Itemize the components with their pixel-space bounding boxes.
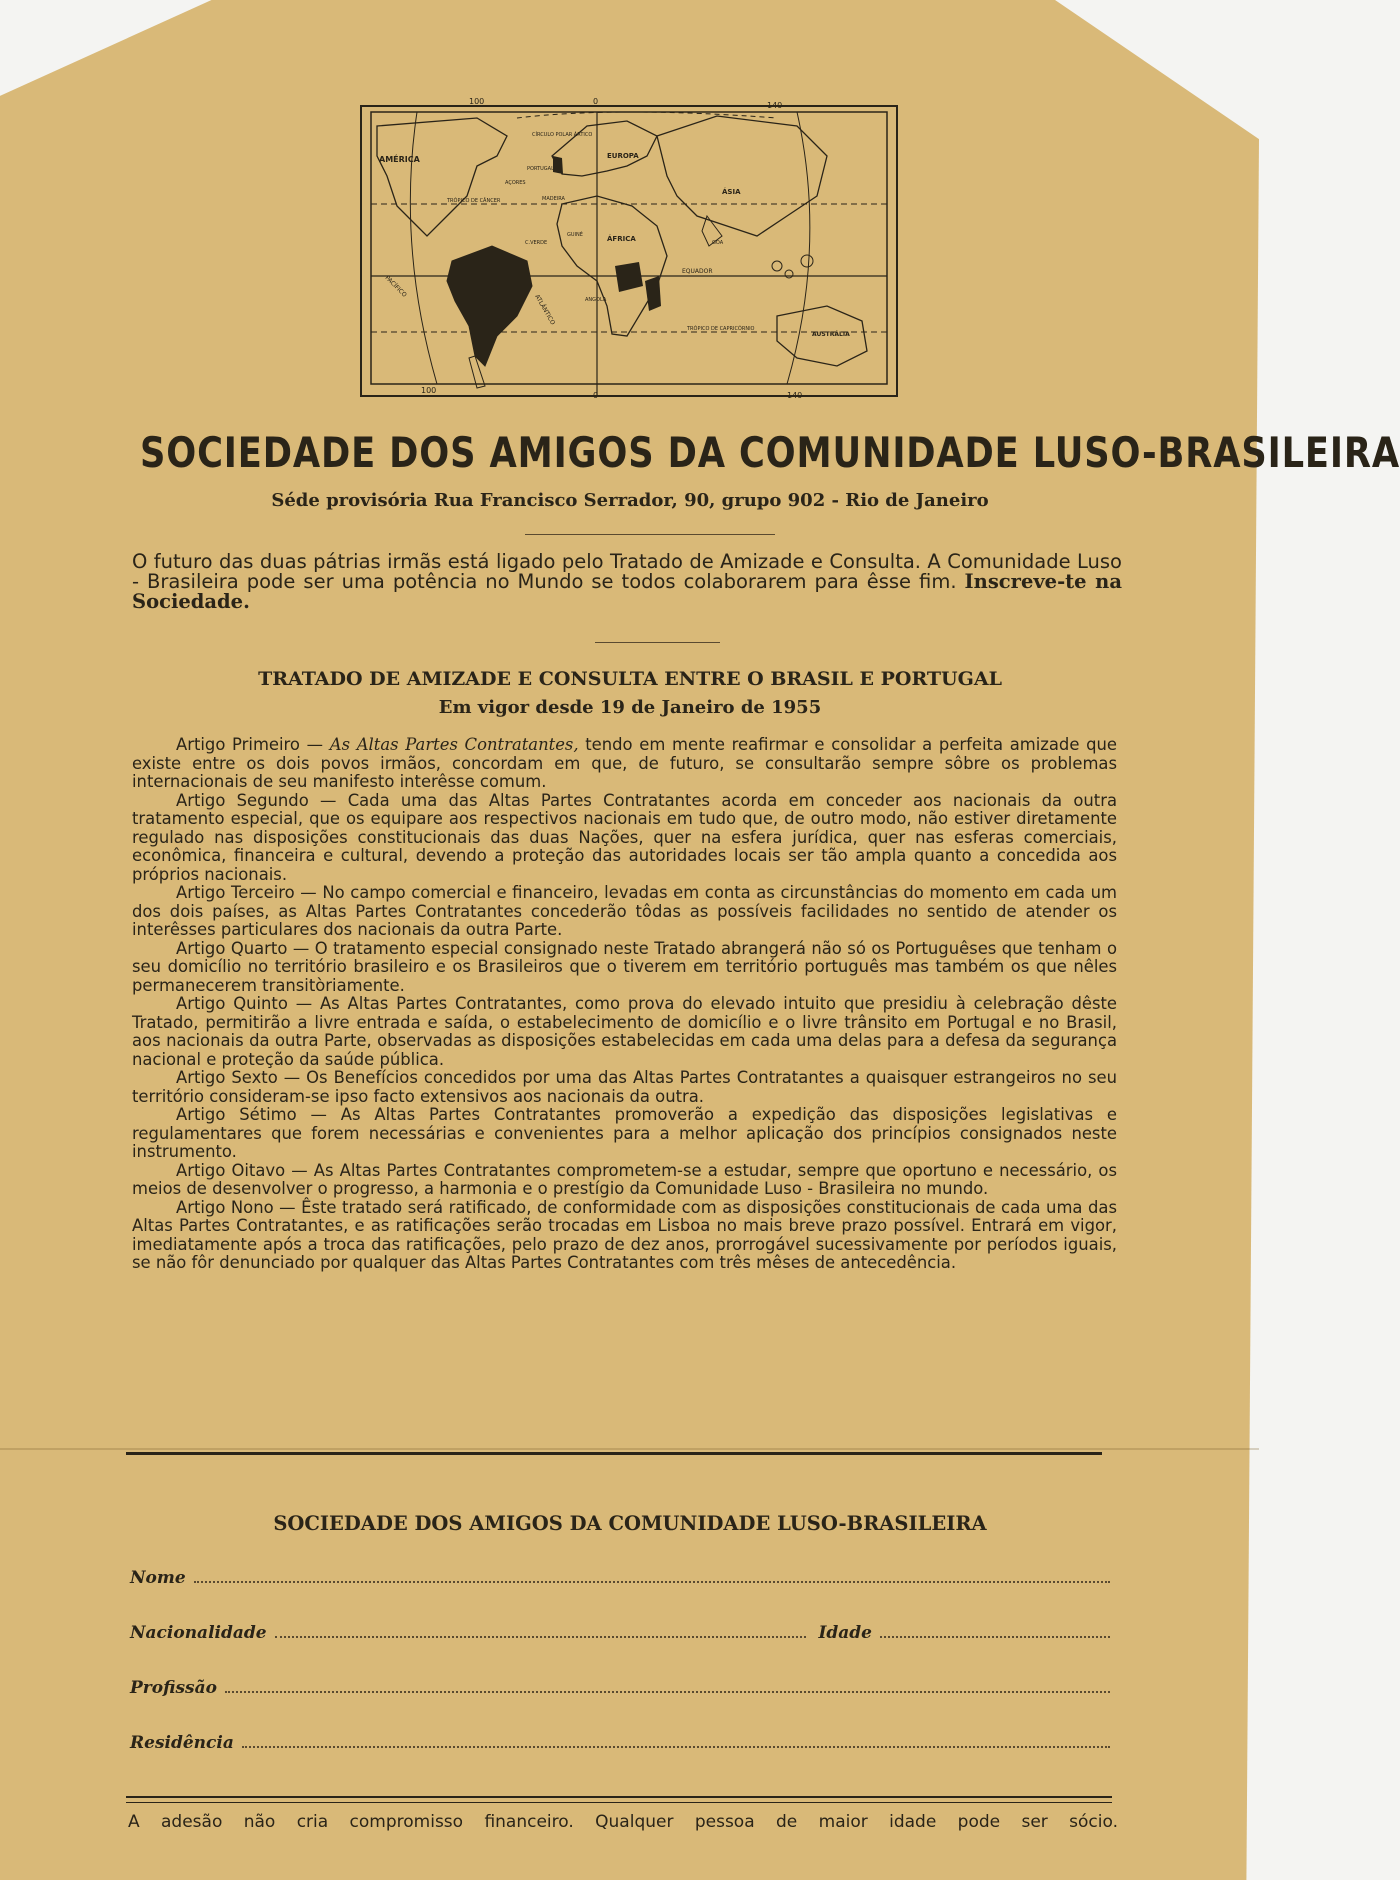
map-scale-bottom-1: 100 [421,386,437,395]
society-title: SOCIEDADE DOS AMIGOS DA COMUNIDADE LUSO-BRASILEIRA [140,428,1400,477]
map-label-angola: ANGOLA [585,297,607,303]
field-profissao-line[interactable] [225,1690,1110,1693]
treaty-article [132,1069,1117,1106]
article-label: Artigo Quarto — [176,938,310,958]
treaty-article [132,792,1117,885]
world-map-illustration [357,96,901,402]
field-idade-line[interactable] [880,1635,1110,1638]
field-nacionalidade-idade[interactable] [130,1617,1110,1643]
treaty-article [132,1199,1117,1273]
map-label-tropico-capricornio: TRÓPICO DE CAPRICÓRNIO [687,326,755,332]
map-scale-top-2: 0 [593,97,599,106]
article-text: As Altas Partes Contratantes, como prova do elevado intuito que presidiu à celebração dêste Tratado, permitirão a livre entrada e saída, o estabelecimento de domicílio e o livre trânsito em Portugal e no Brasil, aos nacionais da outra Parte, observadas as disposições estabelecidas em cada uma delas para a defesa da segurança nacional e proteção da saúde pública. [132,994,1117,1069]
map-label-europa: EUROPA [607,152,639,160]
field-nome-line[interactable] [194,1580,1110,1583]
article-label: Artigo Sétimo — [176,1105,327,1124]
intro-paragraph [132,552,1122,612]
treaty-article [132,940,1117,996]
article-text: Os Benefícios concedidos por uma das Altas Partes Contratantes a quaisquer estrangeiros no seu território consideram-se ipso facto extensivos aos nacionais da outra. [132,1068,1117,1106]
map-label-circulo: CÍRCULO POLAR ÁRTICO [532,132,593,138]
field-nacionalidade-line[interactable] [275,1635,807,1638]
map-label-pacifico: PACÍFICO [383,274,408,299]
society-address: Séde provisória Rua Francisco Serrador, 90, grupo 902 - Rio de Janeiro [271,490,989,511]
fold-line [0,1448,1259,1450]
map-scale-bottom-2: 0 [593,391,599,400]
map-label-africa: ÁFRICA [607,235,636,243]
intro-cta: Inscreve-te na Sociedade. [132,570,1122,613]
treaty-article [132,736,1117,792]
field-nacionalidade-label: Nacionalidade [130,1623,267,1643]
footer-note: A adesão não cria compromisso financeiro. Qualquer pessoa de maior idade pode ser sócio. [128,1812,1118,1832]
field-residencia-line[interactable] [242,1745,1110,1748]
footer-rule [126,1796,1112,1803]
form-separator [126,1452,1102,1455]
field-nome-label: Nome [130,1568,186,1588]
article-label: Artigo Terceiro — [176,883,317,902]
article-text: No campo comercial e financeiro, levadas em conta as circunstâncias do momento em cada um dos dois países, as Altas Partes Contratantes concederão tôdas as possíveis facilidades no sentido de atender os interêsses particulares dos nacionais da outra Parte. [132,883,1117,939]
field-profissao[interactable] [130,1672,1110,1698]
form-title: SOCIEDADE DOS AMIGOS DA COMUNIDADE LUSO-BRASILEIRA [273,1512,987,1535]
map-label-cabo-verde: C.VERDE [525,240,548,246]
map-label-guine: GUINÉ [567,232,583,238]
map-scale-top-1: 100 [469,97,485,106]
treaty-articles [132,736,1117,1273]
article-text: Cada uma das Altas Partes Contratantes acorda em conceder aos nacionais da outra tratamento especial, que os equipare aos respectivos nacionais em tudo que, de outro modo, não estiver diretamente regulado nas disposições constitucionais das duas Nações, quer na esfera jurídica, quer nas esferas comerciais, econômica, financeira e cultural, devendo a proteção das autoridades locais ser tão ampla quanto a concedida aos próprios nacionais. [132,790,1118,884]
map-scale-bottom-3: 140 [787,391,803,400]
map-scale-top-3: 140 [767,101,783,110]
intro-text: O futuro das duas pátrias irmãs está ligado pelo Tratado de Amizade e Consulta. A Comunidade Luso - Brasileira pode ser uma potência no Mundo se todos colaborarem para êsse fim. [132,550,1122,593]
article-label: Artigo Primeiro — [176,735,324,754]
treaty-article [132,1106,1117,1162]
treaty-article [132,995,1117,1069]
article-text: As Altas Partes Contratantes comprometem-se a estudar, sempre que oportuno e necessário, os meios de desenvolver o progresso, a harmonia e o prestígio da Comunidade Luso - Brasileira no mundo. [132,1160,1117,1198]
map-label-asia: ÁSIA [722,188,741,196]
article-text: Êste tratado será ratificado, de conformidade com as disposições constitucionais de cada uma das Altas Partes Contratantes, e as ratificações serão trocadas em Lisboa no mais breve prazo possível. Entrará em vigor, imediatamente após a troca das ratificações, pelo prazo de dez anos, prorrogável sucessivamente por períodos iguais, se não fôr denunciado por qualquer das Altas Partes Contratantes com três mêses de antecedência. [132,1197,1117,1272]
field-idade-label: Idade [818,1623,872,1643]
article-text: tendo em mente reafirmar e consolidar a perfeita amizade que existe entre os dois povos irmãos, concordam em que, de futuro, se consultarão sempre sôbre os problemas internacionais de seu manifesto interêsse comum. [132,735,1117,791]
map-label-acores: AÇORES [505,180,526,186]
divider-middle [595,642,720,643]
map-label-atlantico: ATLÂNTICO [533,293,557,327]
map-label-equador: EQUADOR [682,268,713,275]
map-label-australia: AUSTRÁLIA [812,331,850,338]
divider-top [525,534,775,535]
treaty-title: TRATADO DE AMIZADE E CONSULTA ENTRE O BRASIL E PORTUGAL [258,668,1002,690]
field-profissao-label: Profissão [130,1678,217,1698]
article-label: Artigo Quinto — [176,994,313,1013]
map-label-portugal: PORTUGAL [527,166,554,172]
field-nome[interactable] [130,1562,1110,1588]
article-label: Artigo Nono — [176,1197,296,1217]
article-text: O tratamento especial consignado neste Tratado abrangerá não só os Portuguêses que tenham o seu domicílio no território brasileiro e os Brasileiros que o tiverem em território português mas também os que nêles permanecerem transitòriamente. [132,938,1117,995]
map-label-madeira: MADEIRA [542,196,565,202]
article-label: Artigo Segundo — [176,790,337,810]
article-label: Artigo Sexto — [176,1068,301,1087]
article-italic: As Altas Partes Contratantes, [329,735,579,754]
treaty-article [132,1162,1117,1199]
map-label-tropico-cancer: TRÓPICO DE CÂNCER [447,198,501,204]
field-residencia[interactable] [130,1727,1110,1753]
treaty-subtitle: Em vigor desde 19 de Janeiro de 1955 [438,697,822,718]
map-label-america: AMÉRICA [379,155,420,164]
article-label: Artigo Oitavo — [176,1160,308,1180]
treaty-article [132,884,1117,940]
field-residencia-label: Residência [130,1733,234,1753]
article-text: As Altas Partes Contratantes promoverão a expedição das disposições legislativas e regulamentares que forem necessárias e convenientes para a melhor aplicação dos princípios consignados neste instrumento. [132,1105,1117,1161]
map-label-goa: GOA [712,240,724,246]
